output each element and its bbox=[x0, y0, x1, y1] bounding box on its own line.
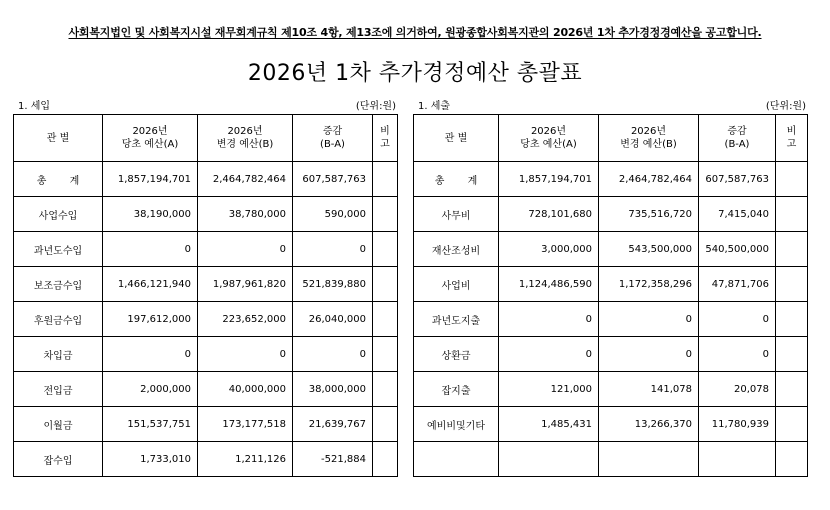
original-budget-cell: 1,857,194,701 bbox=[103, 162, 198, 197]
original-budget-cell: 3,000,000 bbox=[499, 232, 599, 267]
original-budget-cell: 728,101,680 bbox=[499, 197, 599, 232]
difference-cell: 607,587,763 bbox=[293, 162, 373, 197]
category-cell: 총 계 bbox=[414, 162, 499, 197]
header-diff: 증감 (B-A) bbox=[293, 115, 373, 162]
difference-cell: 0 bbox=[293, 337, 373, 372]
revised-budget-cell: 0 bbox=[198, 232, 293, 267]
table-row bbox=[14, 232, 398, 267]
category-cell: 후원금수입 bbox=[14, 302, 103, 337]
revenue-table bbox=[13, 114, 398, 477]
category-cell: 사무비 bbox=[414, 197, 499, 232]
difference-cell: 21,639,767 bbox=[293, 407, 373, 442]
original-budget-cell: 121,000 bbox=[499, 372, 599, 407]
original-budget-cell: 1,466,121,940 bbox=[103, 267, 198, 302]
revised-budget-cell: 1,172,358,296 bbox=[599, 267, 699, 302]
table-row bbox=[14, 337, 398, 372]
table-header-row bbox=[14, 115, 398, 162]
note-cell bbox=[776, 197, 808, 232]
total-row bbox=[14, 162, 398, 197]
header-note: 비 고 bbox=[373, 115, 398, 162]
expenditure-rows bbox=[414, 162, 808, 477]
note-cell bbox=[776, 267, 808, 302]
table-row bbox=[14, 407, 398, 442]
header-revised: 2026년 변경 예산(B) bbox=[599, 115, 699, 162]
note-cell bbox=[373, 197, 398, 232]
difference-cell: -521,884 bbox=[293, 442, 373, 477]
category-cell: 과년도지출 bbox=[414, 302, 499, 337]
revenue-caption: 1. 세입 bbox=[18, 101, 51, 112]
notice-text: 사회복지법인 및 사회복지시설 재무회계규칙 제10조 4항, 제13조에 의거하여, 원광종합사회복지관의 2026년 1차 추가경정경예산을 공고합니다. bbox=[68, 26, 762, 39]
difference-cell: 0 bbox=[699, 337, 776, 372]
table-row bbox=[414, 197, 808, 232]
revised-budget-cell: 735,516,720 bbox=[599, 197, 699, 232]
category-cell: 차입금 bbox=[14, 337, 103, 372]
category-cell: 사업비 bbox=[414, 267, 499, 302]
note-cell bbox=[373, 372, 398, 407]
original-budget-cell: 0 bbox=[103, 232, 198, 267]
total-row bbox=[414, 162, 808, 197]
header-revised: 2026년 변경 예산(B) bbox=[198, 115, 293, 162]
note-cell bbox=[373, 162, 398, 197]
table-row bbox=[14, 302, 398, 337]
original-budget-cell: 1,733,010 bbox=[103, 442, 198, 477]
note-cell bbox=[776, 232, 808, 267]
difference-cell bbox=[699, 442, 776, 477]
category-cell: 잡수입 bbox=[14, 442, 103, 477]
original-budget-cell: 1,857,194,701 bbox=[499, 162, 599, 197]
table-row bbox=[414, 407, 808, 442]
category-cell: 잡지출 bbox=[414, 372, 499, 407]
category-cell bbox=[414, 442, 499, 477]
difference-cell: 20,078 bbox=[699, 372, 776, 407]
difference-cell: 0 bbox=[699, 302, 776, 337]
note-cell bbox=[776, 162, 808, 197]
difference-cell: 26,040,000 bbox=[293, 302, 373, 337]
original-budget-cell bbox=[499, 442, 599, 477]
revised-budget-cell: 543,500,000 bbox=[599, 232, 699, 267]
original-budget-cell: 2,000,000 bbox=[103, 372, 198, 407]
table-row bbox=[14, 197, 398, 232]
table-row bbox=[14, 372, 398, 407]
header-original: 2026년 당초 예산(A) bbox=[103, 115, 198, 162]
note-cell bbox=[373, 267, 398, 302]
header-original: 2026년 당초 예산(A) bbox=[499, 115, 599, 162]
expenditure-caption: 1. 세출 bbox=[418, 101, 451, 112]
note-cell bbox=[776, 302, 808, 337]
table-row bbox=[414, 372, 808, 407]
revised-budget-cell: 0 bbox=[599, 302, 699, 337]
difference-cell: 38,000,000 bbox=[293, 372, 373, 407]
revised-budget-cell: 173,177,518 bbox=[198, 407, 293, 442]
revised-budget-cell: 38,780,000 bbox=[198, 197, 293, 232]
table-row bbox=[414, 267, 808, 302]
difference-cell: 540,500,000 bbox=[699, 232, 776, 267]
expenditure-table bbox=[413, 114, 808, 477]
difference-cell: 7,415,040 bbox=[699, 197, 776, 232]
original-budget-cell: 197,612,000 bbox=[103, 302, 198, 337]
page-title: 2026년 1차 추가경정예산 총괄표 bbox=[247, 61, 583, 86]
category-cell: 이월금 bbox=[14, 407, 103, 442]
revised-budget-cell: 1,987,961,820 bbox=[198, 267, 293, 302]
table-row bbox=[414, 232, 808, 267]
difference-cell: 607,587,763 bbox=[699, 162, 776, 197]
table-row bbox=[14, 267, 398, 302]
header-category: 관 별 bbox=[414, 115, 499, 162]
revenue-unit: (단위:원) bbox=[355, 101, 396, 112]
revised-budget-cell: 0 bbox=[599, 337, 699, 372]
original-budget-cell: 1,485,431 bbox=[499, 407, 599, 442]
original-budget-cell: 151,537,751 bbox=[103, 407, 198, 442]
difference-cell: 11,780,939 bbox=[699, 407, 776, 442]
expenditure-unit: (단위:원) bbox=[765, 101, 806, 112]
revised-budget-cell bbox=[599, 442, 699, 477]
header-category: 관 별 bbox=[14, 115, 103, 162]
note-cell bbox=[776, 407, 808, 442]
difference-cell: 0 bbox=[293, 232, 373, 267]
original-budget-cell: 0 bbox=[103, 337, 198, 372]
note-cell bbox=[373, 302, 398, 337]
revised-budget-cell: 223,652,000 bbox=[198, 302, 293, 337]
revised-budget-cell: 0 bbox=[198, 337, 293, 372]
category-cell: 보조금수입 bbox=[14, 267, 103, 302]
note-cell bbox=[373, 407, 398, 442]
original-budget-cell: 0 bbox=[499, 302, 599, 337]
table-row bbox=[414, 442, 808, 477]
original-budget-cell: 38,190,000 bbox=[103, 197, 198, 232]
header-diff: 증감 (B-A) bbox=[699, 115, 776, 162]
table-row bbox=[14, 442, 398, 477]
table-row bbox=[414, 302, 808, 337]
category-cell: 사업수입 bbox=[14, 197, 103, 232]
category-cell: 총 계 bbox=[14, 162, 103, 197]
header-note: 비 고 bbox=[776, 115, 808, 162]
original-budget-cell: 0 bbox=[499, 337, 599, 372]
table-header-row bbox=[414, 115, 808, 162]
revenue-rows bbox=[14, 162, 398, 477]
table-row bbox=[414, 337, 808, 372]
category-cell: 과년도수입 bbox=[14, 232, 103, 267]
original-budget-cell: 1,124,486,590 bbox=[499, 267, 599, 302]
note-cell bbox=[373, 337, 398, 372]
revised-budget-cell: 141,078 bbox=[599, 372, 699, 407]
revised-budget-cell: 2,464,782,464 bbox=[599, 162, 699, 197]
revised-budget-cell: 40,000,000 bbox=[198, 372, 293, 407]
revised-budget-cell: 2,464,782,464 bbox=[198, 162, 293, 197]
revised-budget-cell: 1,211,126 bbox=[198, 442, 293, 477]
revised-budget-cell: 13,266,370 bbox=[599, 407, 699, 442]
category-cell: 재산조성비 bbox=[414, 232, 499, 267]
note-cell bbox=[776, 337, 808, 372]
difference-cell: 47,871,706 bbox=[699, 267, 776, 302]
category-cell: 상환금 bbox=[414, 337, 499, 372]
note-cell bbox=[776, 372, 808, 407]
difference-cell: 590,000 bbox=[293, 197, 373, 232]
category-cell: 예비비및기타 bbox=[414, 407, 499, 442]
note-cell bbox=[373, 442, 398, 477]
note-cell bbox=[776, 442, 808, 477]
difference-cell: 521,839,880 bbox=[293, 267, 373, 302]
category-cell: 전입금 bbox=[14, 372, 103, 407]
note-cell bbox=[373, 232, 398, 267]
